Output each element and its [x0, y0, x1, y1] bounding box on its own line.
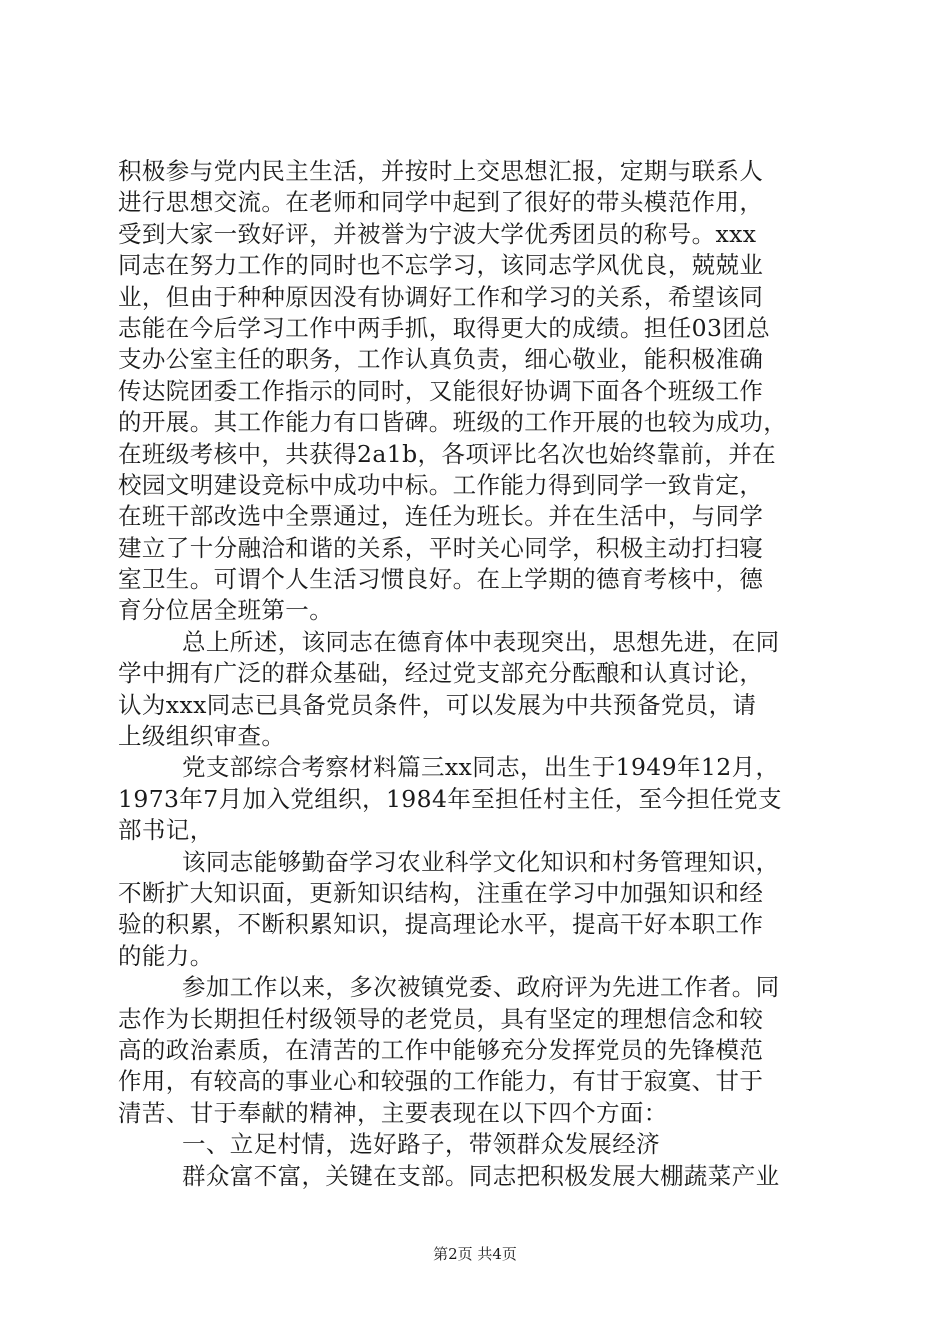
text-line: 支办公室主任的职务，工作认真负责，细心敬业，能积极准确 — [118, 345, 764, 374]
text-line: 积极参与党内民主生活，并按时上交思想汇报，定期与联系人 — [118, 157, 764, 185]
text-line: 在班级考核中，共获得2a1b，各项评比名次也始终靠前，并在 — [118, 439, 777, 468]
text-line: 校园文明建设竞标中成功中标。工作能力得到同学一致肯定， — [118, 470, 764, 499]
text-line: 学中拥有广泛的群众基础，经过党支部充分酝酿和认真讨论， — [118, 659, 764, 688]
paragraph-start-line: 党支部综合考察材料篇三xx同志，出生于1949年12月， — [182, 753, 780, 782]
text-line: 的能力。 — [118, 941, 214, 970]
text-line: 传达院团委工作指示的同时，又能很好协调下面各个班级工作 — [118, 376, 764, 405]
text-line: 作用，有较高的事业心和较强的工作能力，有甘于寂寞、甘于 — [118, 1067, 764, 1096]
section-heading-line: 一、立足村情，选好路子，带领群众发展经济 — [182, 1130, 660, 1159]
text-line: 验的积累，不断积累知识，提高理论水平，提高干好本职工作 — [118, 910, 764, 939]
text-line: 受到大家一致好评，并被誉为宁波大学优秀团员的称号。xxx — [118, 219, 757, 248]
paragraph-start-line: 群众富不富，关键在支部。同志把积极发展大棚蔬菜产业 — [182, 1161, 780, 1190]
text-line: 在班干部改选中全票通过，连任为班长。并在生活中，与同学 — [118, 502, 764, 531]
text-line: 上级组织审查。 — [118, 722, 286, 751]
text-line: 高的政治素质，在清苦的工作中能够充分发挥党员的先锋模范 — [118, 1035, 764, 1064]
document-body — [118, 156, 838, 1192]
paragraph-start-line: 该同志能够勤奋学习农业科学文化知识和村务管理知识， — [182, 847, 780, 876]
text-line: 部书记， — [118, 816, 214, 845]
text-line: 育分位居全班第一。 — [118, 596, 334, 625]
text-line: 清苦、甘于奉献的精神，主要表现在以下四个方面： — [118, 1098, 668, 1127]
text-line: 室卫生。可谓个人生活习惯良好。在上学期的德育考核中，德 — [118, 565, 764, 594]
text-line: 不断扩大知识面，更新知识结构，注重在学习中加强知识和经 — [118, 878, 764, 907]
text-line: 志作为长期担任村级领导的老党员，具有坚定的理想信念和较 — [118, 1004, 764, 1033]
text-line: 同志在努力工作的同时也不忘学习，该同志学风优良，兢兢业 — [118, 251, 764, 280]
text-line: 的开展。其工作能力有口皆碑。班级的工作开展的也较为成功， — [118, 408, 788, 437]
paragraph-start-line: 总上所述，该同志在德育体中表现突出，思想先进，在同 — [182, 627, 780, 656]
text-line: 志能在今后学习工作中两手抓，取得更大的成绩。担任03团总 — [118, 313, 771, 342]
page-number-footer: 第2页 共4页 — [433, 1245, 517, 1263]
text-line: 进行思想交流。在老师和同学中起到了很好的带头模范作用， — [118, 188, 764, 217]
text-line: 建立了十分融洽和谐的关系，平时关心同学，积极主动打扫寝 — [118, 533, 764, 562]
paragraph-start-line: 参加工作以来，多次被镇党委、政府评为先进工作者。同 — [182, 973, 780, 1002]
text-line: 1973年7月加入党组织，1984年至担任村主任，至今担任党支 — [118, 784, 782, 813]
text-line: 业，但由于种种原因没有协调好工作和学习的关系，希望该同 — [118, 282, 764, 311]
text-line: 认为xxx同志已具备党员条件，可以发展为中共预备党员，请 — [118, 690, 757, 719]
